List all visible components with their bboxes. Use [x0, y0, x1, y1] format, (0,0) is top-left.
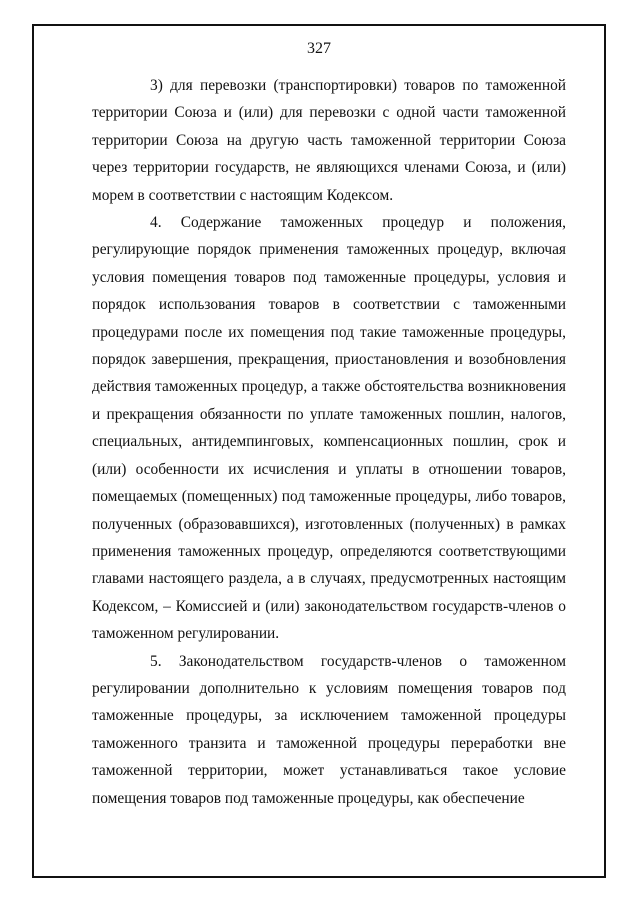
paragraph-item-3: 3) для перевозки (транспортировки) товаров по таможенной территории Союза и (или) для перевозки с одной части таможенной территории Союза на другую часть таможенной территории Союза через территории государств, не являющихся членами Союза, и (или) морем в соответствии с настоящим Кодексом.	[92, 77, 566, 204]
page-frame	[32, 24, 606, 878]
page-number: 327	[307, 40, 331, 57]
paragraph-item-5: 5. Законодательством государств-членов о таможенном регулировании дополнительно к условиям помещения товаров под таможенные процедуры, за исключением таможенной процедуры таможенного транзита и таможенной процедуры переработки вне таможенной территории, может устанавливаться такое условие помещения товаров под таможенные процедуры, как обеспечение	[92, 652, 566, 807]
document-body	[92, 72, 566, 812]
paragraph-item-4: 4. Содержание таможенных процедур и положения, регулирующие порядок применения таможенных процедур, включая условия помещения товаров под таможенные процедуры, условия и порядок использования товаров в соответствии с таможенными процедурами после их помещения под такие таможенные процедуры, порядок завершения, прекращения, приостановления и возобновления действия таможенных процедур, а также обстоятельства возникновения и прекращения обязанности по уплате таможенных пошлин, налогов, специальных, антидемпинговых, компенсационных пошлин, срок и (или) особенности их исчисления и уплаты в отношении товаров, помещаемых (помещенных) под таможенные процедуры, либо товаров, полученных (образовавшихся), изготовленных (полученных) в рамках применения таможенных процедур, определяются соответствующими главами настоящего раздела, а в случаях, предусмотренных настоящим Кодексом, – Комиссией и (или) законодательством государств-членов о таможенном регулировании.	[92, 214, 566, 643]
